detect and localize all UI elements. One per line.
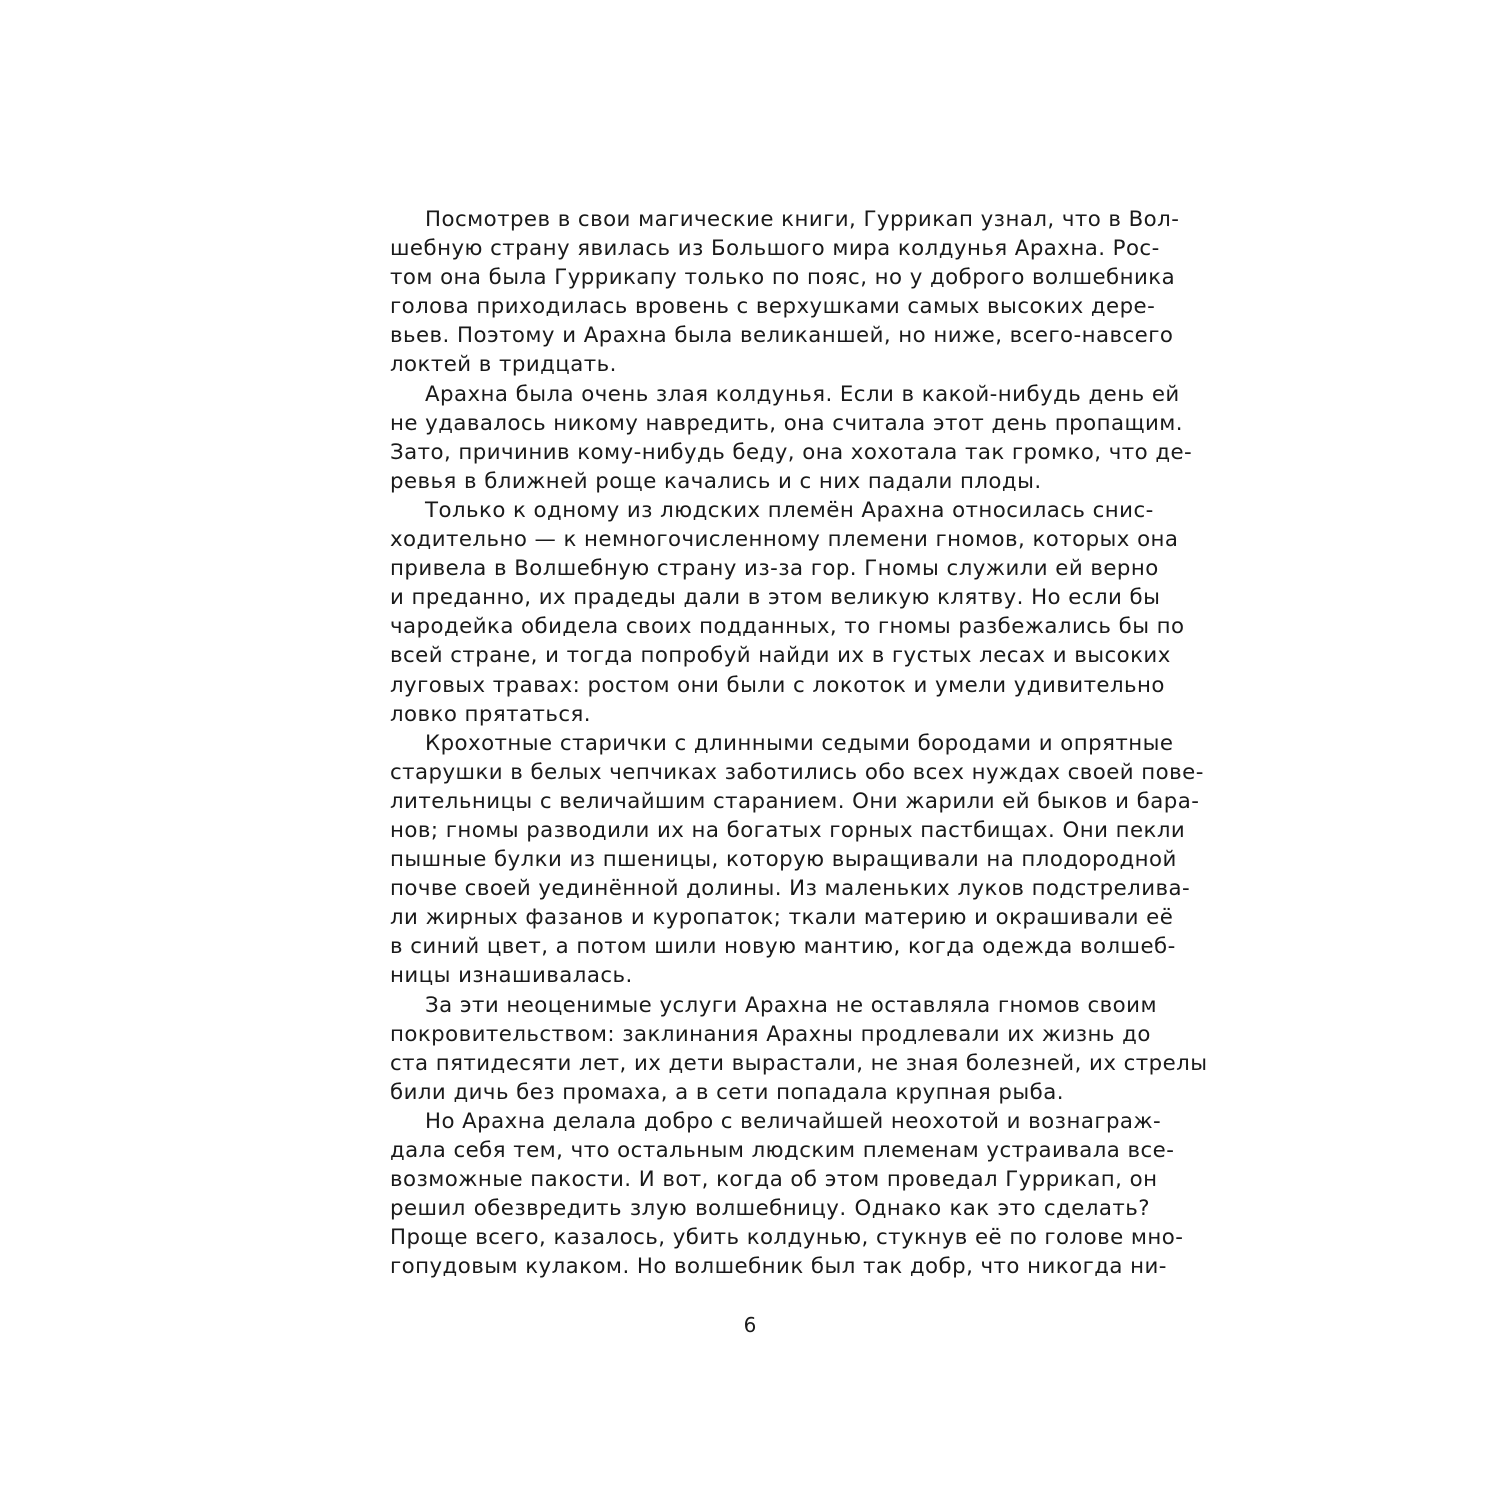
text-line: ловко прятаться. <box>390 701 592 727</box>
text-line: пышные булки из пшеницы, которую выращивали на плодородной <box>390 847 1177 873</box>
text-line: ревья в ближней роще качались и с них падали плоды. <box>390 468 1042 494</box>
text-line: Но Арахна делала добро с величайшей неохотой и вознаграж- <box>425 1108 1162 1134</box>
text-line: ста пятидесяти лет, их дети вырастали, не зная болезней, их стрелы <box>390 1050 1208 1076</box>
text-line: дала себя тем, что остальным людским племенам устраивала все- <box>390 1138 1175 1163</box>
paragraph <box>390 729 1204 991</box>
text-line: старушки в белых чепчиках заботились обо всех нуждах своей пове- <box>390 759 1204 785</box>
text-line: голова приходилась вровень с верхушками самых высоких дере- <box>390 294 1156 320</box>
text-line: всей стране, и тогда попробуй найди их в густых лесах и высоких <box>390 643 1171 669</box>
text-line: Зато, причинив кому-нибудь беду, она хохотала так громко, что де- <box>390 439 1193 465</box>
text-line: Проще всего, казалось, убить колдунью, стукнув её по голове мно- <box>390 1225 1184 1251</box>
text-line: возможные пакости. И вот, когда об этом проведал Гуррикап, он <box>390 1167 1158 1193</box>
text-line: Только к одному из людских племён Арахна относилась снис- <box>425 497 1154 523</box>
text-line: привела в Волшебную страну из-за гор. Гномы служили ей верно <box>390 556 1159 582</box>
text-line: нов; гномы разводили их на богатых горных пастбищах. Они пекли <box>390 817 1186 843</box>
text-line: и преданно, их прадеды дали в этом великую клятву. Но если бы <box>390 585 1161 611</box>
text-line: За эти неоценимые услуги Арахна не оставляла гномов своим <box>425 992 1157 1018</box>
text-line: не удавалось никому навредить, она считала этот день пропащим. <box>390 410 1184 436</box>
text-line: Посмотрев в свои магические книги, Гуррикап узнал, что в Вол- <box>425 207 1180 232</box>
text-line: локтей в тридцать. <box>390 352 617 378</box>
text-line: луговых травах: ростом они были с локоток и умели удивительно <box>390 672 1165 698</box>
text-line: ходительно — к немногочисленному племени гномов, которых она <box>390 527 1179 553</box>
page-number: 6 <box>743 1313 757 1337</box>
text-line: шебную страну явилась из Большого мира колдунья Арахна. Рос- <box>390 236 1160 262</box>
text-line: покровительством: заклинания Арахны продлевали их жизнь до <box>390 1021 1151 1047</box>
text-line: вьев. Поэтому и Арахна была великаншей, но ниже, всего-навсего <box>390 323 1174 349</box>
text-line: решил обезвредить злую волшебницу. Однако как это сделать? <box>390 1196 1150 1222</box>
paragraph <box>390 380 1193 496</box>
text-line: в синий цвет, а потом шили новую мантию, когда одежда волшеб- <box>390 934 1176 960</box>
paragraph <box>390 205 1180 380</box>
body-text <box>390 205 1208 1281</box>
text-line: чародейка обидела своих подданных, то гномы разбежались бы по <box>390 614 1185 640</box>
text-line: почве своей уединённой долины. Из маленьких луков подстрелива- <box>390 876 1191 902</box>
text-line: Арахна была очень злая колдунья. Если в какой-нибудь день ей <box>425 381 1180 407</box>
text-line: Крохотные старички с длинными седыми бородами и опрятные <box>425 730 1174 756</box>
text-line: били дичь без промаха, а в сети попадала крупная рыба. <box>390 1079 1064 1105</box>
paragraph <box>390 1107 1184 1282</box>
text-line: ницы изнашивалась. <box>390 963 633 989</box>
text-line: ли жирных фазанов и куропаток; ткали материю и окрашивали её <box>390 905 1174 931</box>
paragraph <box>390 496 1185 729</box>
text-line: том она была Гуррикапу только по пояс, но у доброго волшебника <box>390 265 1176 291</box>
paragraph <box>390 991 1208 1107</box>
text-line: лительницы с величайшим старанием. Они жарили ей быков и бара- <box>390 788 1200 814</box>
text-line: гопудовым кулаком. Но волшебник был так добр, что никогда ни- <box>390 1254 1167 1280</box>
